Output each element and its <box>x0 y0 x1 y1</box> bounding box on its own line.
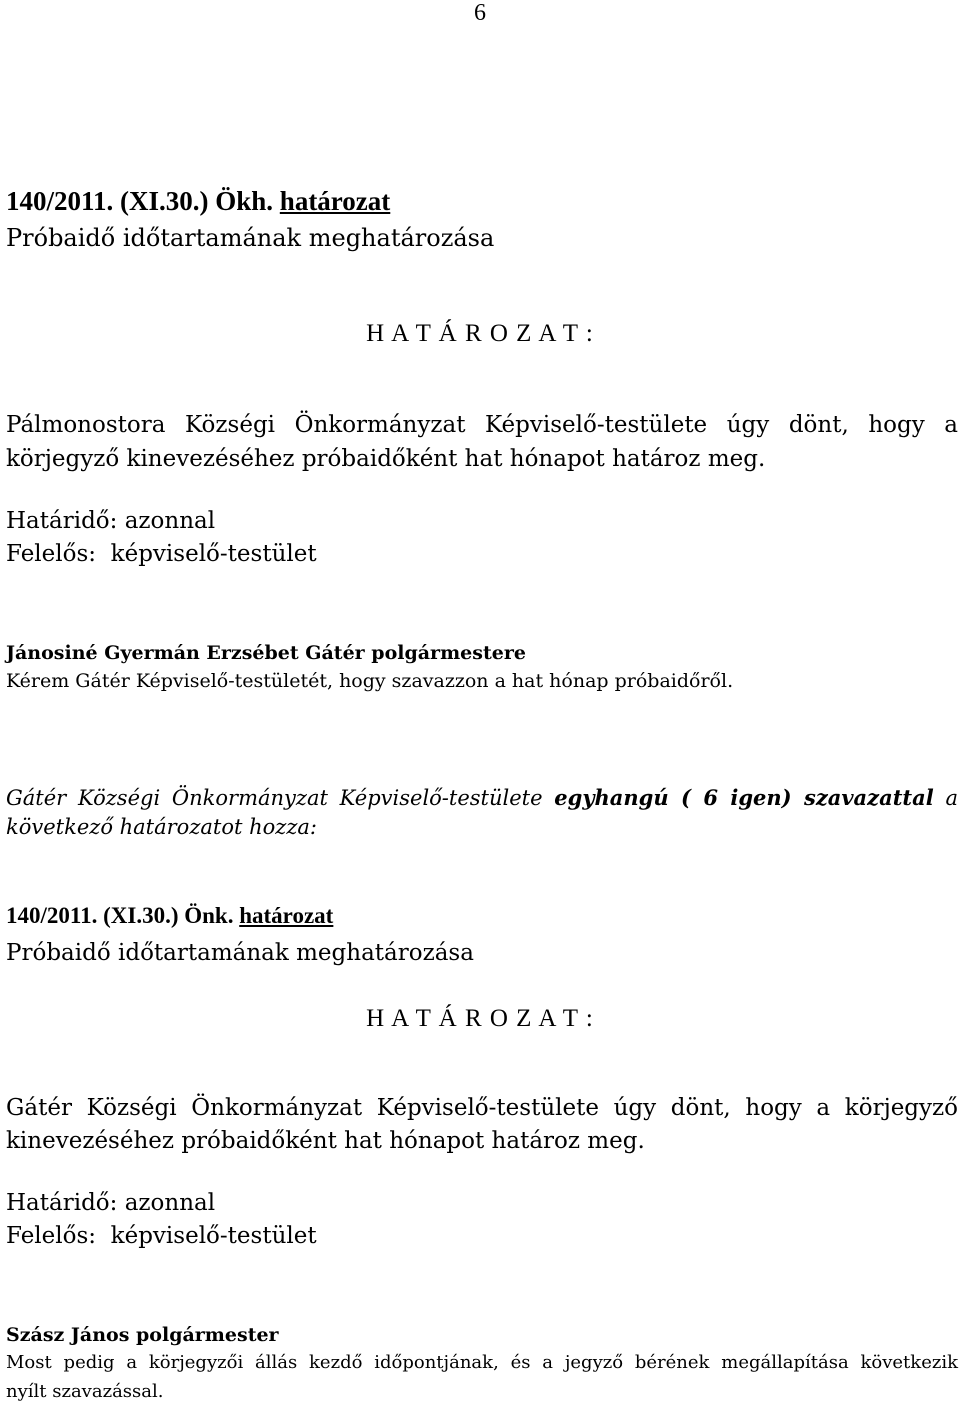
speaker-name: Jánosiné Gyermán Erzsébet Gátér polgármestere <box>6 642 526 664</box>
resolution-type-underlined-2: határozat <box>239 903 334 928</box>
vote-line-2: következő határozatot hozza: <box>6 815 317 839</box>
vote-line-end: a <box>945 786 958 810</box>
resolution-heading: H A T Á R O Z A T : <box>366 320 594 347</box>
decision-2-text-line-2: kinevezéséhez próbaidőként hat hónapot határoz meg. <box>6 1128 645 1154</box>
vote-result: egyhangú ( 6 igen) szavazattal <box>554 785 934 810</box>
vote-line-1 <box>6 785 958 810</box>
speaker-2-statement-line-2: nyílt szavazással. <box>6 1381 164 1402</box>
deadline: Határidő: azonnal <box>6 508 216 534</box>
decision-text-line-2: körjegyző kinevezéséhez próbaidőként hat hónapot határoz meg. <box>6 446 766 472</box>
deadline-2: Határidő: azonnal <box>6 1190 216 1216</box>
decision-2-text-line-1: Gátér Községi Önkormányzat Képviselő-testülete úgy dönt, hogy a körjegyző <box>6 1095 958 1121</box>
vote-body: Gátér Községi Önkormányzat Képviselő-testülete <box>6 786 543 810</box>
resolution-type-underlined: határozat <box>279 186 391 216</box>
resolution-number-2 <box>6 903 333 929</box>
page-number: 6 <box>474 0 486 26</box>
responsible: Felelős: képviselő-testület <box>6 541 317 567</box>
resolution-number-text-2: 140/2011. (XI.30.) Önk. <box>6 903 234 928</box>
resolution-subject: Próbaidő időtartamának meghatározása <box>6 224 495 252</box>
speaker-statement: Kérem Gátér Képviselő-testületét, hogy szavazzon a hat hónap próbaidőről. <box>6 670 734 692</box>
resolution-heading-2: H A T Á R O Z A T : <box>366 1005 594 1032</box>
resolution-subject-2: Próbaidő időtartamának meghatározása <box>6 940 474 966</box>
resolution-number <box>6 186 390 217</box>
speaker-2-statement-line-1: Most pedig a körjegyzői állás kezdő időpontjának, és a jegyző bérének megállapítása következik <box>6 1352 958 1373</box>
speaker-name-2: Szász János polgármester <box>6 1324 279 1346</box>
responsible-2: Felelős: képviselő-testület <box>6 1223 317 1249</box>
resolution-number-text: 140/2011. (XI.30.) Ökh. <box>6 186 274 216</box>
decision-text-line-1: Pálmonostora Községi Önkormányzat Képviselő-testülete úgy dönt, hogy a <box>6 412 958 438</box>
